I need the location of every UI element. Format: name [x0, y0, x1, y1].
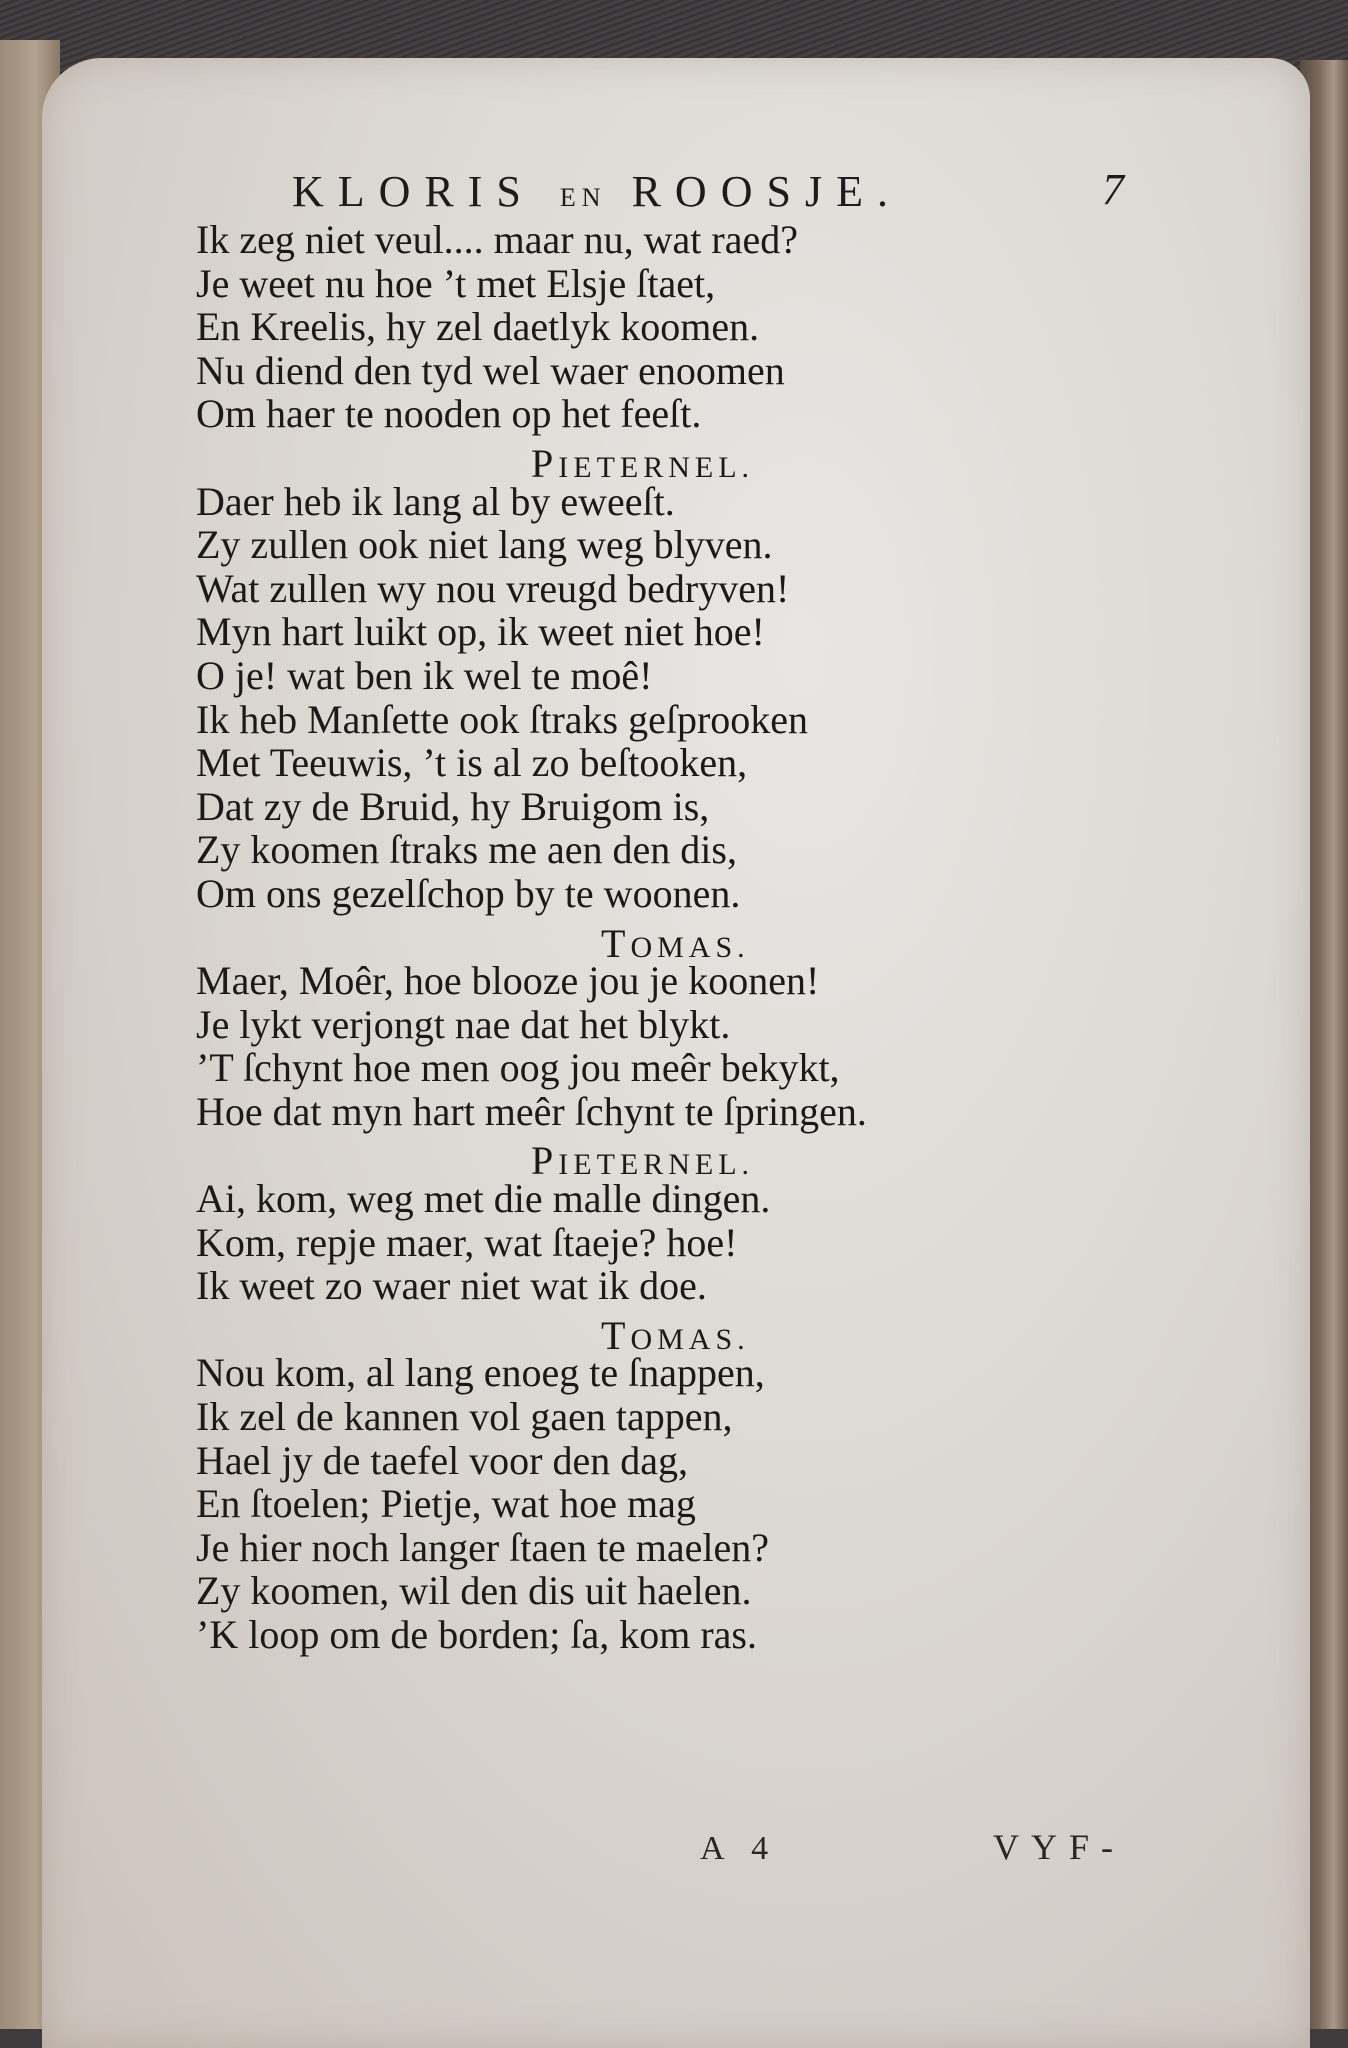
speaker-name: TOMAS. — [601, 920, 750, 966]
verse-line: ’T ſchynt hoe men oog jou meêr bekykt, — [196, 1045, 840, 1091]
speaker-name: TOMAS. — [601, 1312, 750, 1358]
verse-line: ’K loop om de borden; ſa, kom ras. — [196, 1612, 757, 1657]
verse-line: Hoe dat myn hart meêr ſchynt te ſpringen. — [196, 1088, 867, 1134]
running-head-title-1: KLORIS — [292, 167, 535, 216]
speaker-name: PIETERNEL. — [531, 1138, 755, 1184]
verse-line: Je weet nu hoe ’t met Elsje ſtaet, — [196, 260, 716, 306]
verse-line: Daer heb ik lang al by eweeſt. — [196, 478, 675, 524]
running-head — [292, 166, 902, 217]
page-number: 7 — [1102, 165, 1124, 214]
verse-line: Ik zeg niet veul.... maar nu, wat raed? — [196, 217, 798, 262]
verse-line: Kom, repje maer, wat ſtaeje? hoe! — [196, 1219, 738, 1265]
verse-line: Ik weet zo waer niet wat ik doe. — [196, 1263, 707, 1309]
verse-line: Om ons gezelſchop by te woonen. — [196, 870, 741, 916]
running-head-conjunction: EN — [559, 183, 607, 212]
verse-line: Myn hart luikt op, ik weet niet hoe! — [196, 609, 765, 655]
verse-line: Ik heb Manſette ook ſtraks geſprooken — [196, 696, 809, 742]
verse-line: Ai, kom, weg met die malle dingen. — [196, 1176, 771, 1222]
verse-line: Dat zy de Bruid, hy Bruigom is, — [196, 783, 710, 829]
verse-line: Met Teeuwis, ’t is al zo beſtooken, — [196, 740, 748, 786]
verse-line: Hael jy de taefel voor den dag, — [196, 1437, 689, 1483]
verse-line: Om haer te nooden op het feeſt. — [196, 391, 702, 437]
verse-line: Je lykt verjongt nae dat het blykt. — [196, 1001, 731, 1047]
verse-line: Nu diend den tyd wel waer enoomen — [196, 347, 785, 393]
speaker-name: PIETERNEL. — [531, 440, 755, 486]
verse-line: O je! wat ben ik wel te moê! — [196, 652, 653, 698]
verse-line: Zy koomen ſtraks me aen den dis, — [196, 827, 737, 873]
verse-line: Nou kom, al lang enoeg te ſnappen, — [196, 1350, 765, 1396]
verse-line: En ſtoelen; Pietje, wat hoe mag — [196, 1481, 696, 1527]
catchword: VYF- — [993, 1827, 1126, 1867]
verse-text-block — [196, 218, 867, 1657]
verse-line: Ik zel de kannen vol gaen tappen, — [196, 1394, 733, 1440]
running-head-title-2: ROOSJE. — [631, 167, 902, 216]
verse-line: Je hier noch langer ſtaen te maelen? — [196, 1524, 770, 1570]
signature-mark: A 4 — [700, 1830, 779, 1867]
verse-line: Maer, Moêr, hoe blooze jou je koonen! — [196, 958, 820, 1004]
verse-line: Wat zullen wy nou vreugd bedryven! — [196, 565, 790, 611]
verse-line: Zy koomen, wil den dis uit haelen. — [196, 1568, 752, 1614]
verse-line: Zy zullen ook niet lang weg blyven. — [196, 522, 773, 568]
verse-line: En Kreelis, hy zel daetlyk koomen. — [196, 304, 760, 350]
